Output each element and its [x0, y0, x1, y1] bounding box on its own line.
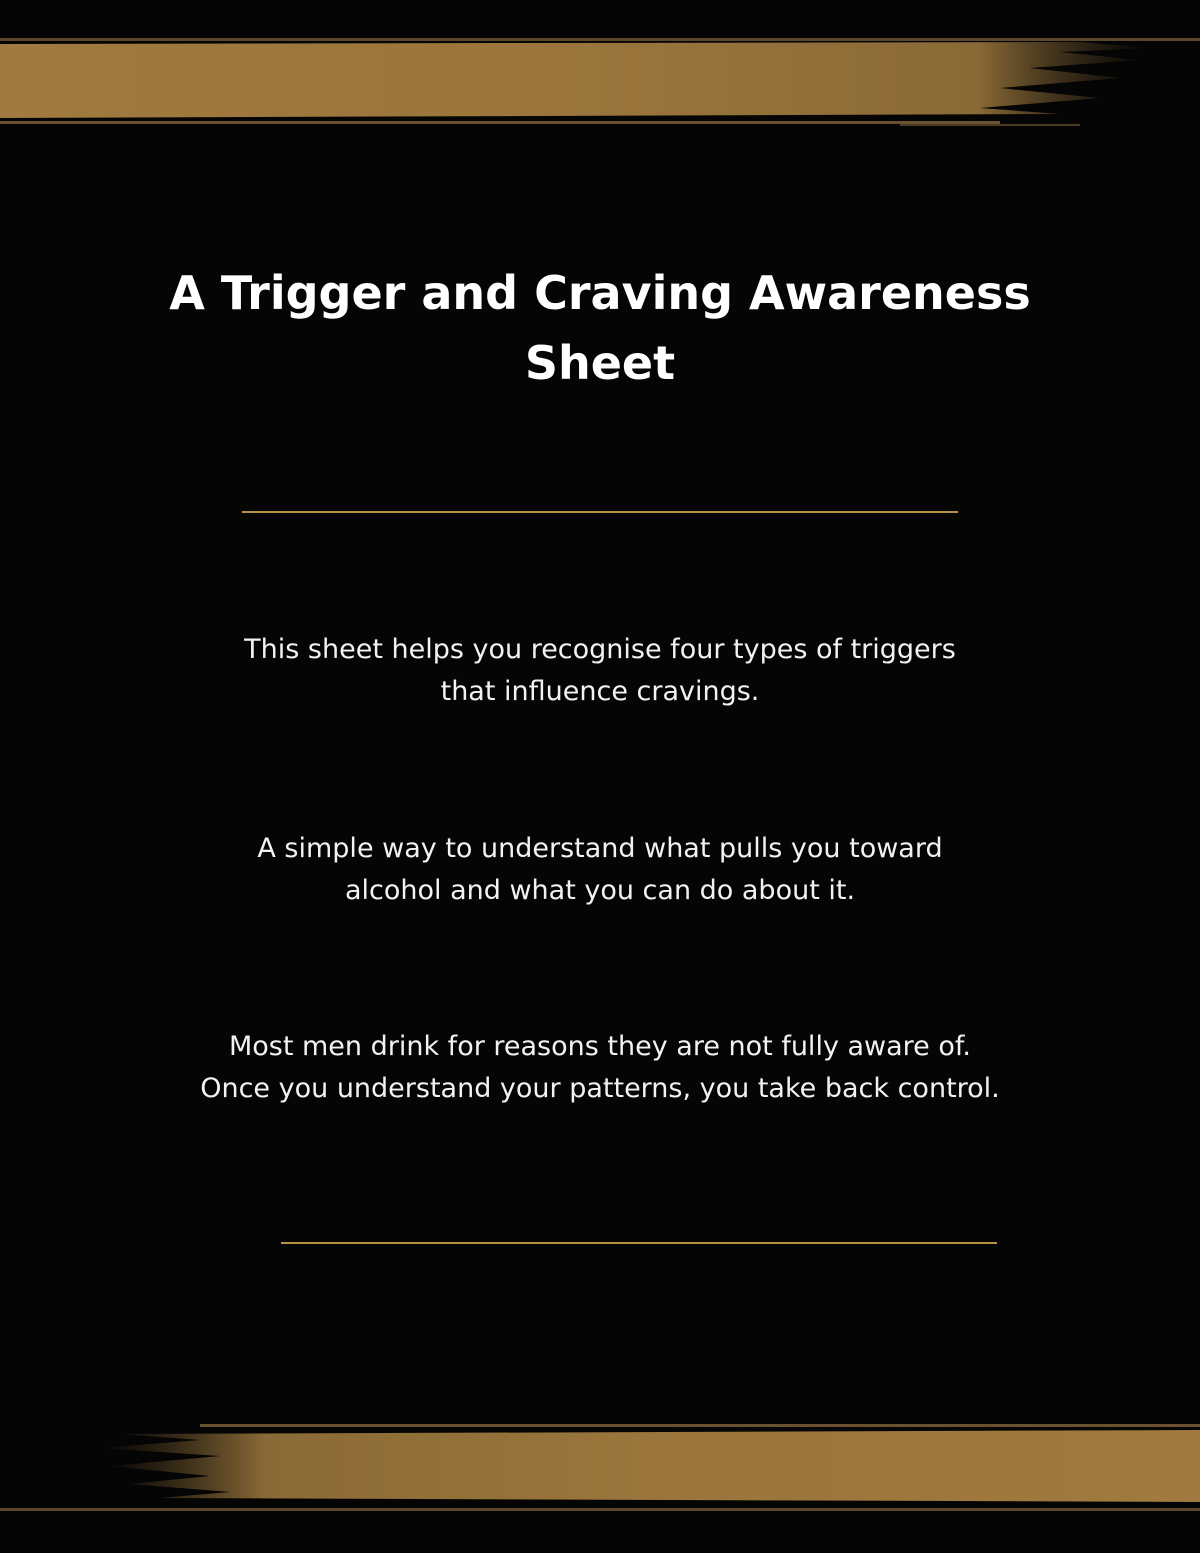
purpose-line-1: A simple way to understand what pulls you toward	[257, 833, 943, 864]
control-line-2: Once you understand your patterns, you take back control.	[200, 1073, 1000, 1104]
bottom-gold-brush-stroke	[0, 1418, 1200, 1514]
page-title	[100, 258, 1100, 398]
intro-line-2: that influence cravings.	[440, 676, 760, 707]
title-line-1: A Trigger and Craving Awareness	[169, 266, 1031, 320]
purpose-paragraph	[100, 828, 1100, 912]
title-line-2: Sheet	[524, 336, 676, 390]
top-divider	[242, 511, 958, 513]
intro-paragraph	[100, 629, 1100, 713]
control-paragraph	[100, 1026, 1100, 1110]
purpose-line-2: alcohol and what you can do about it.	[344, 875, 856, 906]
intro-line-1: This sheet helps you recognise four types of triggers	[244, 634, 956, 665]
bottom-divider	[281, 1242, 997, 1244]
control-line-1: Most men drink for reasons they are not fully aware of.	[228, 1031, 972, 1062]
top-gold-brush-stroke	[0, 38, 1200, 134]
